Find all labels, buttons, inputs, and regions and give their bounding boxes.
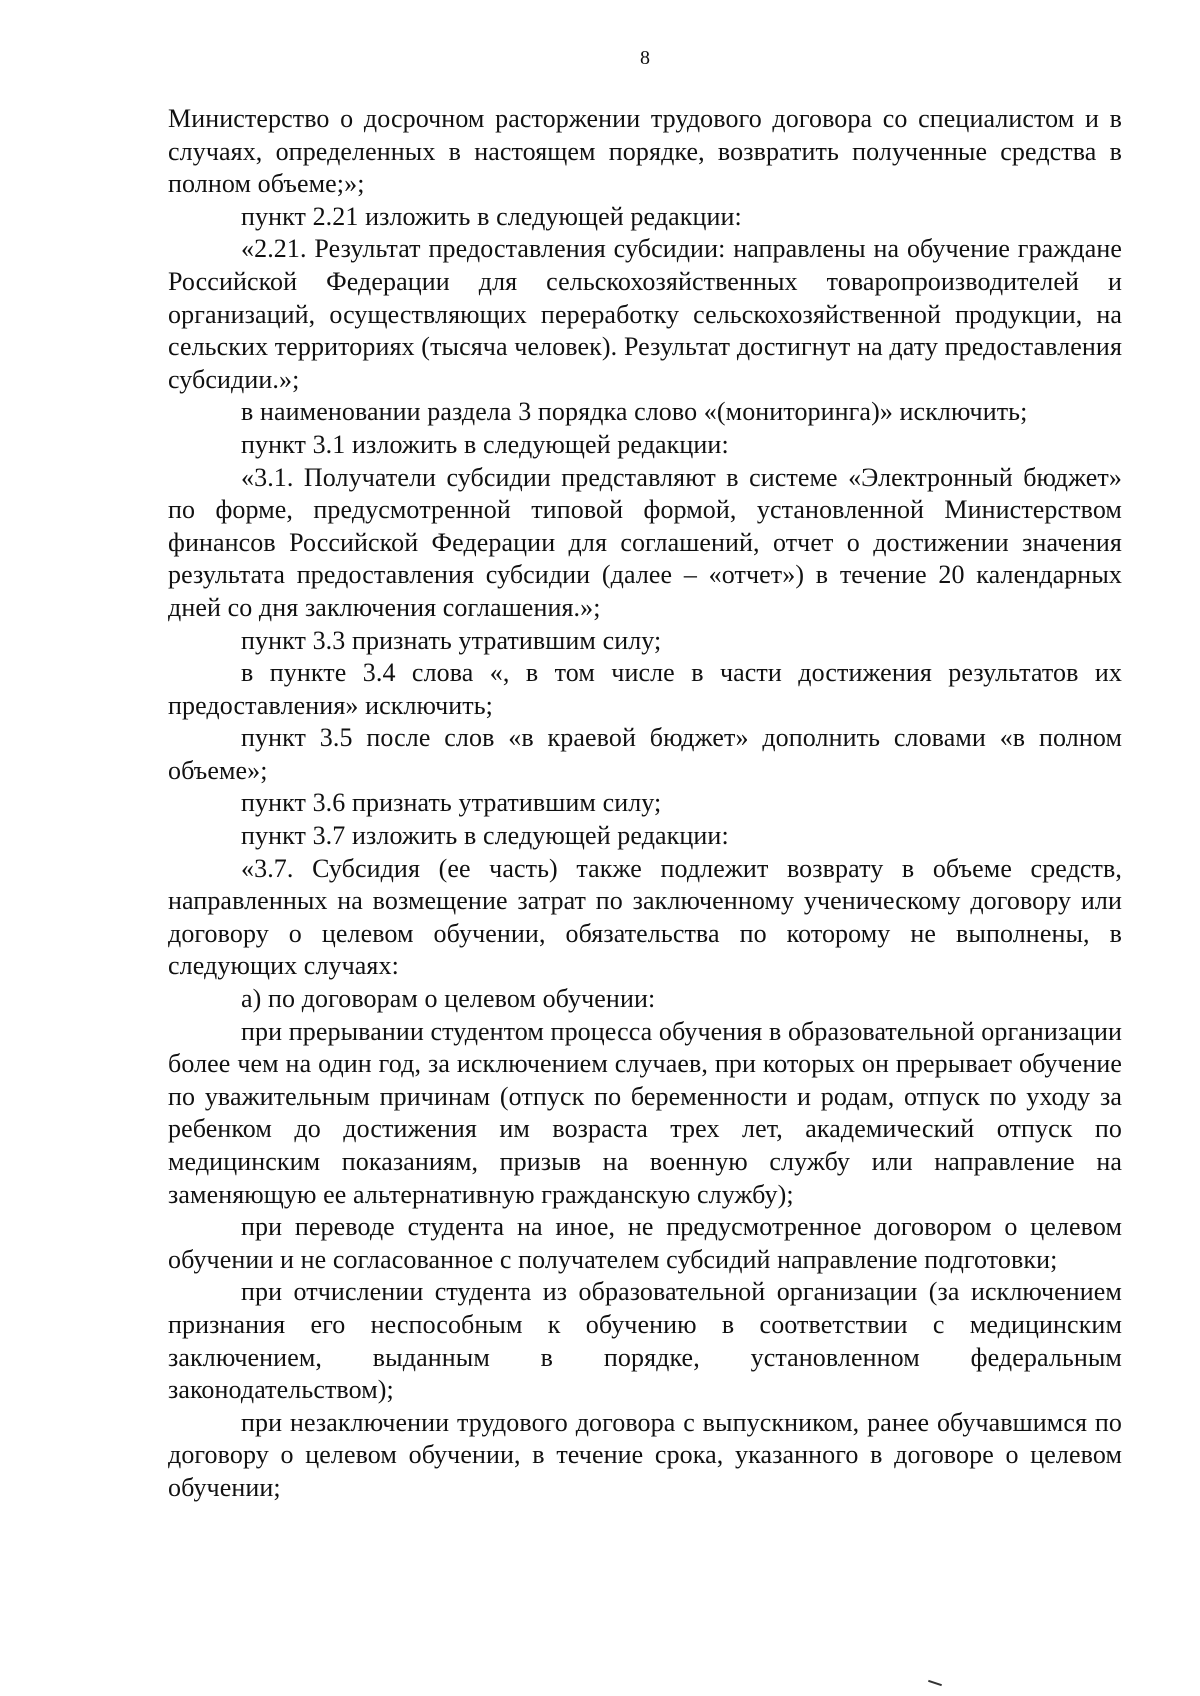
paragraph-2: пункт 2.21 изложить в следующей редакции: (241, 201, 742, 231)
paragraph-17: при незаключении трудового договора с выпускником, ранее обучавшимся по договору о целевом обучении, в течение срока, указанного в договоре о целевом обучении; (168, 1407, 1122, 1502)
paragraph-10: пункт 3.6 признать утратившим силу; (241, 788, 662, 818)
paragraph-6: «3.1. Получатели субсидии представляют в системе «Электронный бюджет» по форме, предусмотренной типовой формой, установленной Министерством финансов Российской Федерации для соглашений, отчет о достижении значения результата предоставления субсидии (далее – «отчет») в течение 20 календарных дней со дня заключения соглашения.»; (168, 462, 1122, 622)
paragraph-13: а) по договорам о целевом обучении: (241, 984, 656, 1014)
paragraph-4: в наименовании раздела 3 порядка слово «(мониторинга)» исключить; (241, 397, 1028, 427)
paragraph-16: при отчислении студента из образовательной организации (за исключением признания его неспособным к обучению в соответствии с медицинским заключением, выданным в порядке, установленном федеральным законодательством); (168, 1277, 1122, 1405)
paragraph-9: пункт 3.5 после слов «в краевой бюджет» дополнить словами «в полном объеме»; (168, 723, 1122, 785)
paragraph-1: Министерство о досрочном расторжении трудового договора со специалистом и в случаях, определенных в настоящем порядке, возвратить полученные средства в полном объеме;»; (168, 104, 1122, 199)
paragraph-3: «2.21. Результат предоставления субсидии: направлены на обучение граждане Российской Федерации для сельскохозяйственных товаропроизводителей и организаций, осуществляющих переработку сельскохозяйственной продукции, на сельских территориях (тысяча человек). Результат достигнут на дату предоставления субсидии.»; (168, 234, 1122, 394)
page-number: 8 (640, 47, 650, 69)
scan-mark (928, 1680, 942, 1686)
paragraph-8: в пункте 3.4 слова «, в том числе в части достижения результатов их предоставления» исключить; (168, 658, 1122, 720)
paragraph-14: при прерывании студентом процесса обучения в образовательной организации более чем на один год, за исключением случаев, при которых он прерывает обучение по уважительным причинам (отпуск по беременности и родам, отпуск по уходу за ребенком до достижения им возраста трех лет, академический отпуск по медицинским показаниям, призыв на военную службу или направление на заменяющую ее альтернативную гражданскую службу); (168, 1016, 1122, 1209)
paragraph-12: «3.7. Субсидия (ее часть) также подлежит возврату в объеме средств, направленных на возмещение затрат по заключенному ученическому договору или договору о целевом обучении, обязательства по которому не выполнены, в следующих случаях: (168, 853, 1122, 981)
paragraph-11: пункт 3.7 изложить в следующей редакции: (241, 821, 729, 851)
paragraph-5: пункт 3.1 изложить в следующей редакции: (241, 429, 729, 459)
paragraph-7: пункт 3.3 признать утратившим силу; (241, 625, 662, 655)
document-body (168, 103, 1122, 1505)
paragraph-15: при переводе студента на иное, не предусмотренное договором о целевом обучении и не согласованное с получателем субсидий направление подготовки; (168, 1212, 1122, 1274)
